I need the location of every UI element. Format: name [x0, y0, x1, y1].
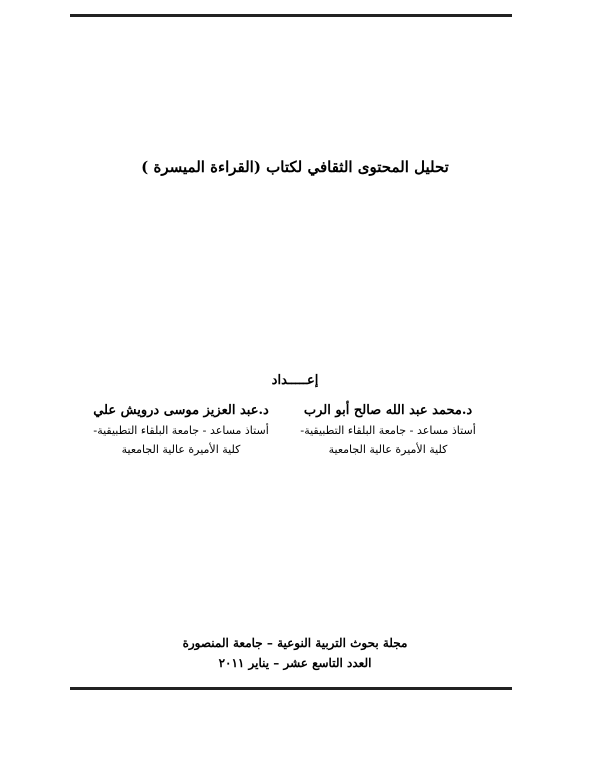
author-block-2 [76, 401, 286, 459]
journal-issue: العدد التاسع عشر – يناير ٢٠١١ [218, 656, 372, 670]
author-name: د.عبد العزيز موسى درويش علي [93, 403, 269, 418]
author-position: أستاذ مساعد - جامعة البلقاء التطبيقية- [93, 424, 269, 437]
prepared-by-label: إعـــــداد [271, 373, 319, 388]
journal-name: مجلة بحوث التربية النوعية – جامعة المنصورة [182, 636, 408, 650]
author-college: كلية الأميرة عالية الجامعية [121, 443, 241, 456]
bottom-rule [70, 687, 512, 690]
author-block-1 [283, 401, 493, 459]
journal-info [0, 633, 590, 673]
author-position: أستاذ مساعد - جامعة البلقاء التطبيقية- [300, 424, 476, 437]
top-rule [70, 14, 512, 17]
author-name: د.محمد عبد الله صالح أبو الرب [303, 403, 473, 418]
paper-title: تحليل المحتوى الثقافي لكتاب (القراءة الميسرة ) [141, 158, 449, 176]
author-college: كلية الأميرة عالية الجامعية [328, 443, 448, 456]
